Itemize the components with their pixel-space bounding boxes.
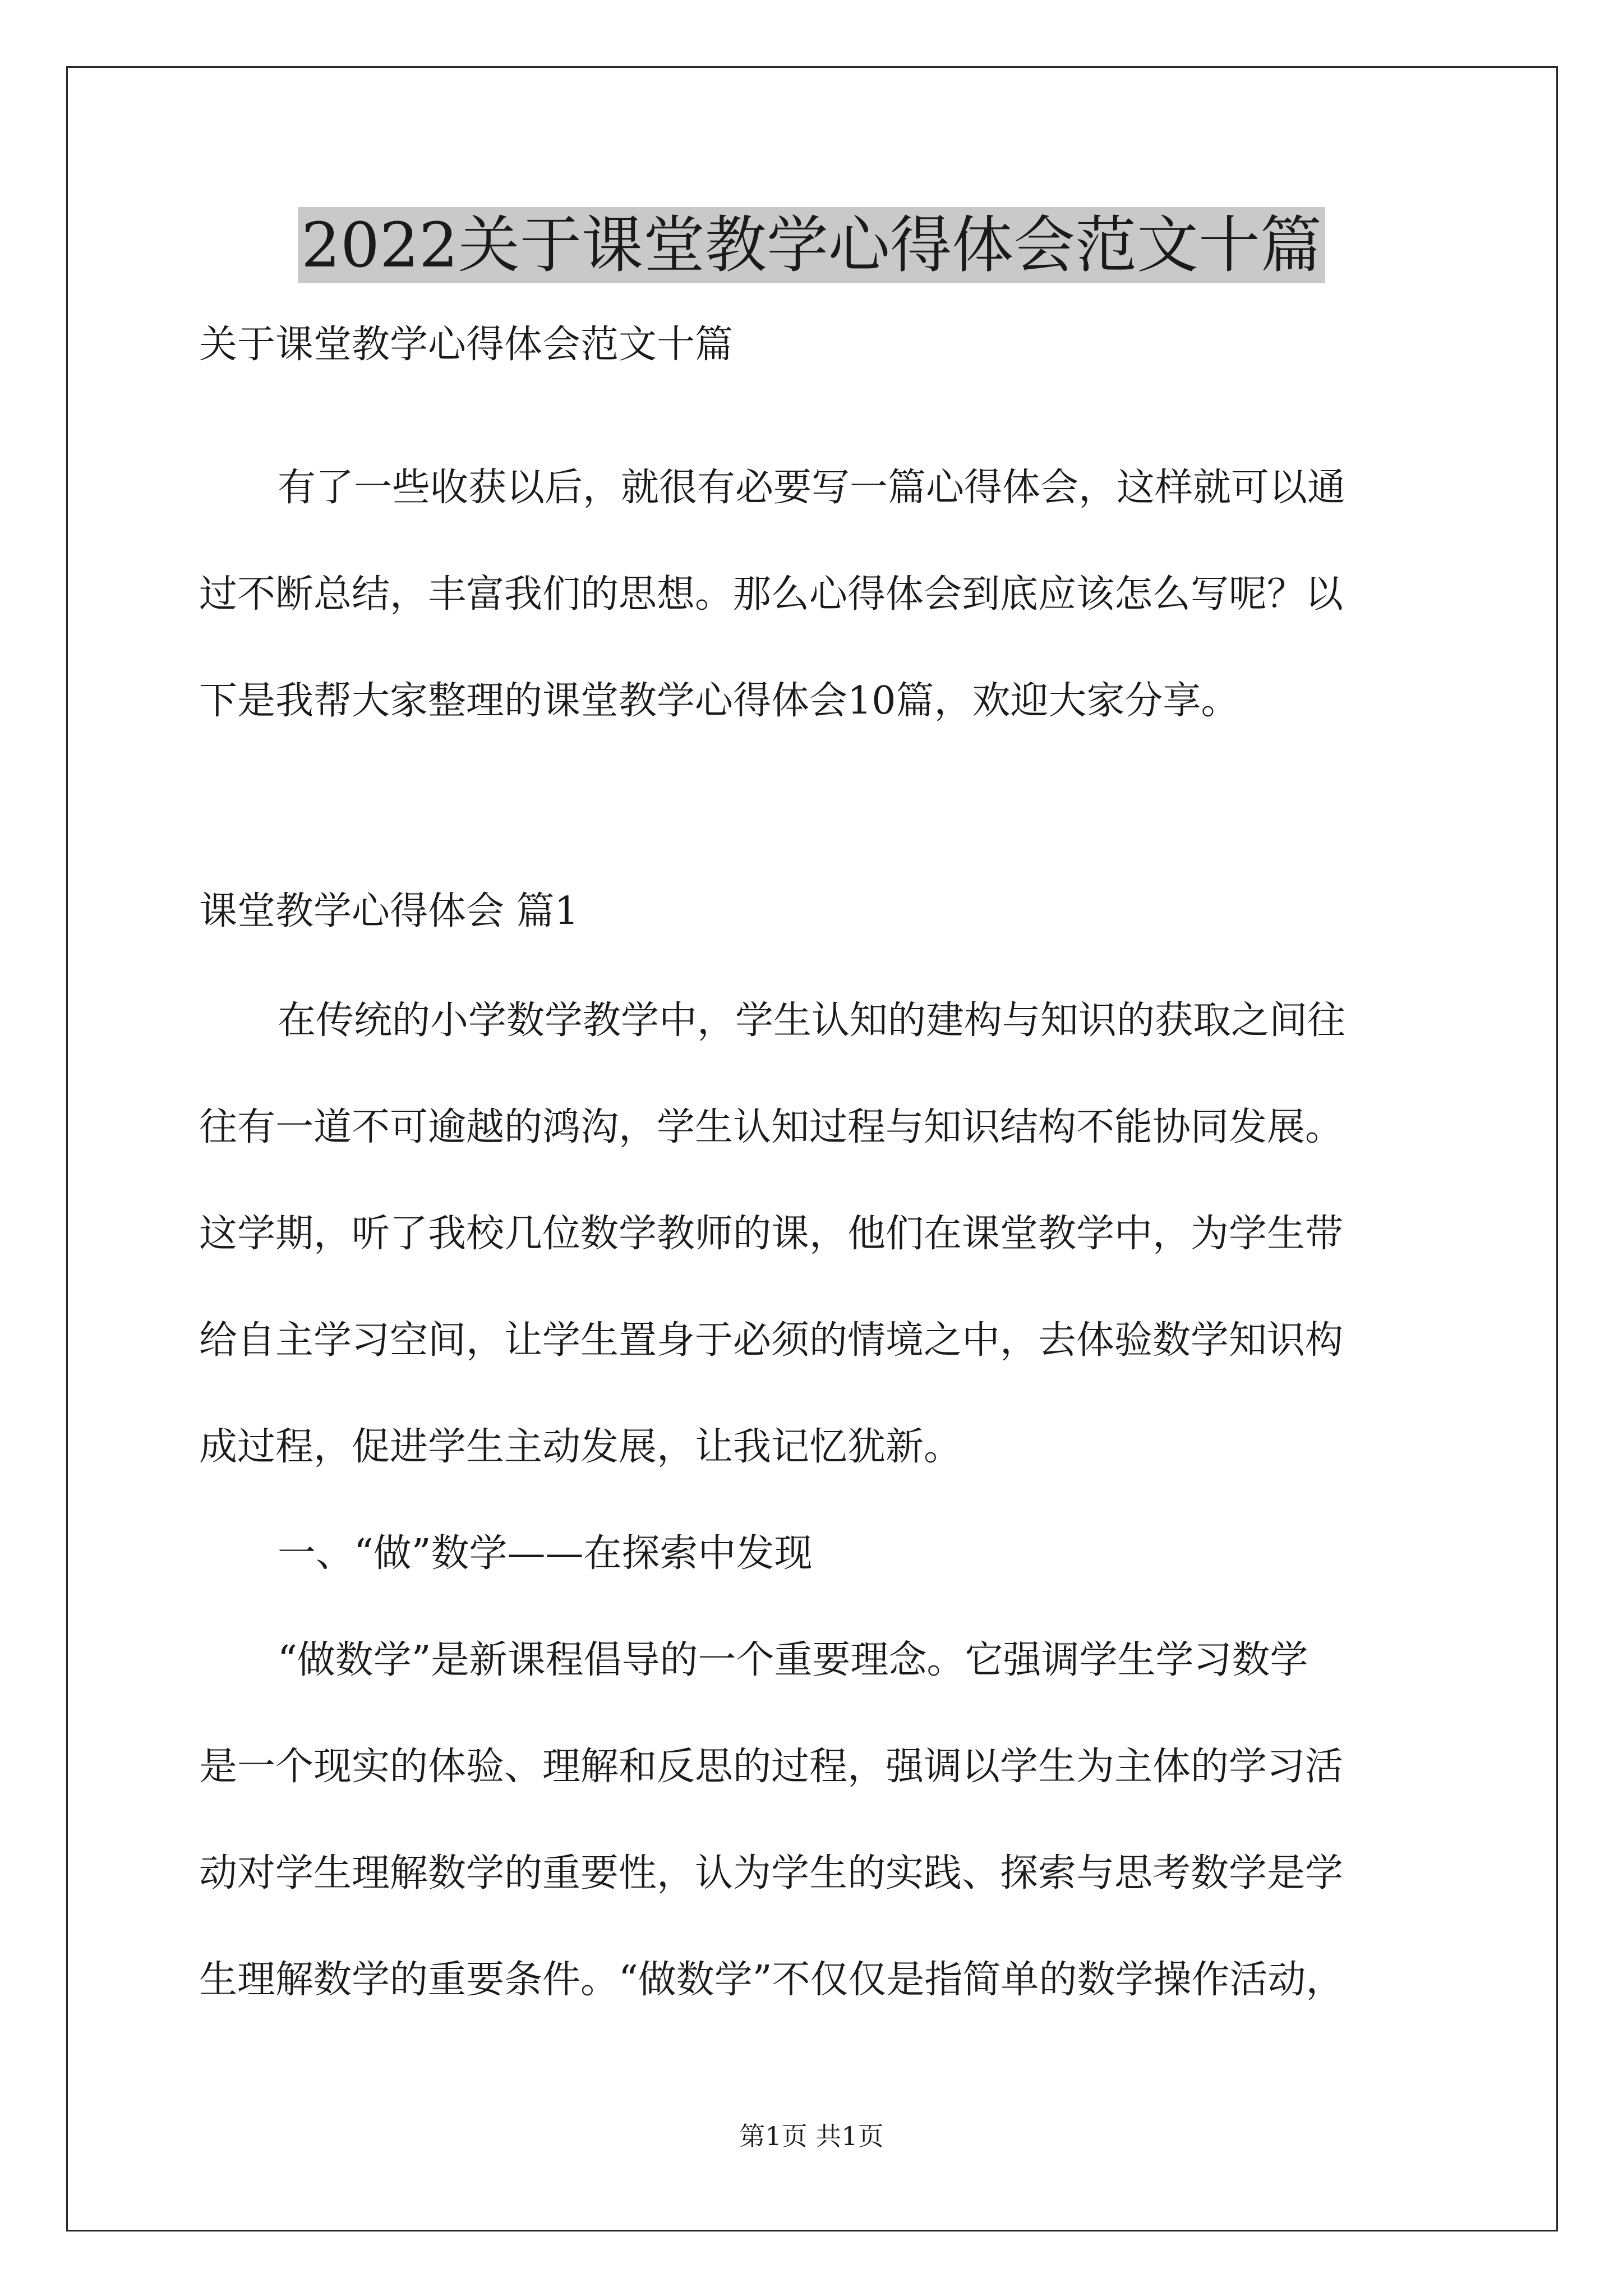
paragraph2-line-1: “做数学”是新课程倡导的一个重要理念。它强调学生学习数学	[278, 1638, 1308, 1682]
intro-line-1: 有了一些收获以后，就很有必要写一篇心得体会，这样就可以通	[278, 466, 1346, 510]
page-number-footer: 第1页 共1页	[739, 2121, 884, 2151]
intro-line-2: 过不断总结，丰富我们的思想。那么心得体会到底应该怎么写呢？以	[199, 572, 1344, 616]
subheading: 一、“做”数学——在探索中发现	[278, 1531, 813, 1576]
paragraph1-line-5: 成过程，促进学生主动发展，让我记忆犹新。	[199, 1425, 962, 1469]
paragraph1-line-3: 这学期，听了我校几位数学教师的课，他们在课堂教学中，为学生带	[199, 1212, 1344, 1256]
intro-line-3: 下是我帮大家整理的课堂教学心得体会10篇，欢迎大家分享。	[199, 679, 1239, 723]
paragraph1-line-4: 给自主学习空间，让学生置身于必须的情境之中，去体验数学知识构	[199, 1318, 1344, 1363]
paragraph1-line-2: 往有一道不可逾越的鸿沟，学生认知过程与知识结构不能协同发展。	[199, 1105, 1344, 1149]
paragraph2-line-2: 是一个现实的体验、理解和反思的过程，强调以学生为主体的学习活	[199, 1745, 1344, 1789]
paragraph2-line-4: 生理解数学的重要条件。“做数学”不仅仅是指简单的数学操作活动，	[199, 1958, 1344, 2002]
document-title	[0, 203, 1623, 287]
section-heading: 课堂教学心得体会 篇1	[199, 889, 579, 933]
paragraph1-line-1: 在传统的小学数学教学中，学生认知的建构与知识的获取之间往	[278, 999, 1346, 1043]
document-subtitle: 关于课堂教学心得体会范文十篇	[199, 323, 734, 367]
paragraph2-line-3: 动对学生理解数学的重要性，认为学生的实践、探索与思考数学是学	[199, 1851, 1344, 1895]
document-title-text: 2022关于课堂教学心得体会范文十篇	[298, 207, 1325, 283]
